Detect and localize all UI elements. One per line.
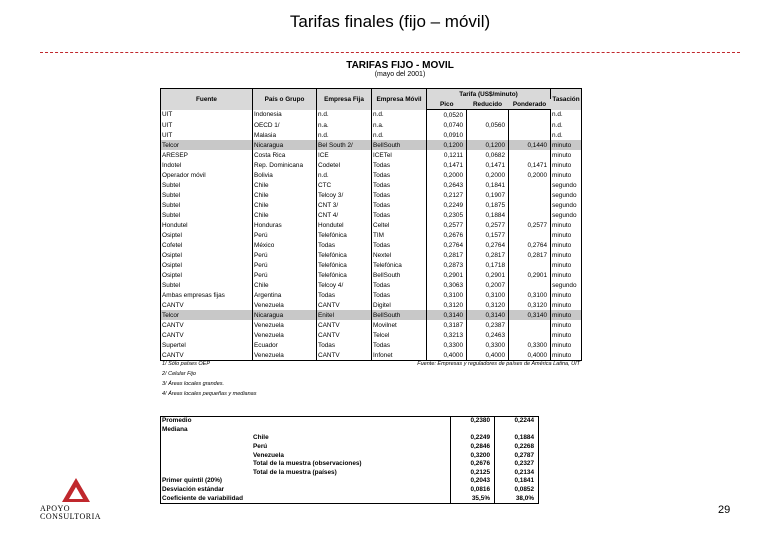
cell-pais: Argentina [253,290,317,300]
cell-empresa-movil: Todas [372,280,427,290]
cell-ponderado [509,200,551,210]
table-row [161,220,582,230]
cell-pico: 0,2127 [427,190,467,200]
cell-fuente: Subtel [161,180,253,190]
cell-pico: 0,2817 [427,250,467,260]
cell-empresa-movil: n.a. [372,120,427,130]
cell-ponderado: 0,3100 [509,290,551,300]
cell-pais: Chile [253,280,317,290]
cell-empresa-fija: Codetel [317,160,372,170]
summary-row [161,451,539,460]
cell-tasacion: n.d. [551,130,582,140]
cell-pais: Perú [253,260,317,270]
cell-fuente: CANTV [161,320,253,330]
summary-table-body [161,417,539,504]
cell-fuente: Osiptel [161,260,253,270]
cell-empresa-fija: Telefónica [317,230,372,240]
cell-empresa-movil: Telcel [372,330,427,340]
summary-pico: 0,0816 [451,486,495,495]
page-number: 29 [718,504,731,516]
cell-empresa-movil: n.d. [372,110,427,121]
cell-reducido: 0,4000 [467,350,509,361]
cell-reducido: 0,2817 [467,250,509,260]
cell-pico: 0,2873 [427,260,467,270]
summary-label: Perú [253,443,268,451]
cell-pico: 0,3120 [427,300,467,310]
cell-tasacion: segundo [551,210,582,220]
cell-empresa-movil: ICETel [372,150,427,160]
cell-ponderado [509,260,551,270]
cell-empresa-movil: Todas [372,170,427,180]
cell-pais: Perú [253,250,317,260]
cell-tasacion: segundo [551,190,582,200]
cell-pais: Venezuela [253,320,317,330]
table-row [161,180,582,190]
cell-reducido: 0,2000 [467,170,509,180]
header-fuente: Fuente [161,89,253,110]
cell-reducido: 0,3300 [467,340,509,350]
cell-ponderado: 0,3300 [509,340,551,350]
cell-pico: 0,2676 [427,230,467,240]
summary-reducido: 0,1841 [495,477,539,486]
title-divider [40,52,740,53]
cell-ponderado: 0,4000 [509,350,551,361]
summary-row [161,469,539,478]
header-tasacion: Tasación [551,89,582,110]
cell-reducido: 0,3140 [467,310,509,320]
header-reducido: Reducido [467,99,509,110]
cell-fuente: Osiptel [161,270,253,280]
cell-empresa-movil: Todas [372,290,427,300]
header-pico: Pico [427,99,467,110]
summary-table [160,416,539,504]
cell-reducido: 0,1200 [467,140,509,150]
cell-empresa-fija: Enitel [317,310,372,320]
summary-label: Primer quintil (20%) [162,477,223,485]
summary-row [161,434,539,443]
summary-row [161,494,539,503]
cell-reducido: 0,2007 [467,280,509,290]
table-row [161,190,582,200]
table-row [161,260,582,270]
cell-fuente: Subtel [161,200,253,210]
cell-empresa-fija: n.d. [317,170,372,180]
cell-empresa-movil: Todas [372,200,427,210]
cell-fuente: Cofetel [161,240,253,250]
apoyo-logo [40,478,120,524]
cell-ponderado [509,320,551,330]
cell-reducido: 0,2764 [467,240,509,250]
cell-reducido: 0,1884 [467,210,509,220]
cell-fuente: CANTV [161,350,253,361]
cell-pais: Venezuela [253,350,317,361]
cell-reducido: 0,2463 [467,330,509,340]
cell-empresa-fija: Telefónica [317,260,372,270]
cell-pico: 0,4000 [427,350,467,361]
table-row [161,340,582,350]
source-note: Fuente: Empresas y reguladores de países de América Latina, UIT [417,361,580,367]
summary-reducido: 0,2134 [495,469,539,478]
cell-tasacion: minuto [551,290,582,300]
cell-tasacion: minuto [551,150,582,160]
summary-pico: 0,3200 [451,451,495,460]
header-empresa-movil: Empresa Móvil [372,89,427,110]
summary-pico: 0,2043 [451,477,495,486]
summary-reducido: 0,1884 [495,434,539,443]
logo-line2: CONSULTORIA [40,512,102,521]
cell-fuente: Osiptel [161,230,253,240]
cell-reducido: 0,1841 [467,180,509,190]
cell-fuente: Supertel [161,340,253,350]
cell-tasacion: minuto [551,310,582,320]
table-row [161,240,582,250]
tariff-table [160,88,582,361]
cell-fuente: Subtel [161,190,253,200]
table-row [161,230,582,240]
cell-pais: Nicaragua [253,140,317,150]
summary-reducido: 38,0% [495,494,539,503]
cell-pais: Bolivia [253,170,317,180]
cell-empresa-fija: n.d. [317,130,372,140]
cell-fuente: Operador móvil [161,170,253,180]
summary-label: Desviación estándar [162,486,225,494]
cell-empresa-fija: n.d. [317,110,372,121]
table-row [161,210,582,220]
note-2: 2/ Celular Fijo [162,371,196,377]
header-empresa-fija: Empresa Fija [317,89,372,110]
cell-empresa-fija: Todas [317,340,372,350]
cell-tasacion: minuto [551,230,582,240]
note-4: 4/ Áreas locales pequeñas y medianas [162,391,257,397]
cell-pais: Costa Rica [253,150,317,160]
cell-pico: 0,2643 [427,180,467,190]
cell-tasacion: n.d. [551,120,582,130]
cell-ponderado: 0,3140 [509,310,551,320]
table-row [161,200,582,210]
cell-pico: 0,2000 [427,170,467,180]
cell-empresa-movil: Todas [372,160,427,170]
cell-empresa-movil: BellSouth [372,140,427,150]
cell-reducido: 0,1577 [467,230,509,240]
cell-empresa-fija: Telcoy 4/ [317,280,372,290]
table-row [161,110,582,121]
cell-pico: 0,1471 [427,160,467,170]
summary-reducido [495,426,539,435]
cell-empresa-fija: CANTV [317,330,372,340]
cell-fuente: Hondutel [161,220,253,230]
cell-pico: 0,3300 [427,340,467,350]
table-row [161,120,582,130]
cell-tasacion: minuto [551,170,582,180]
table-row [161,170,582,180]
cell-pais: Chile [253,180,317,190]
cell-empresa-fija: CANTV [317,350,372,361]
summary-reducido: 0,0852 [495,486,539,495]
summary-row [161,417,539,426]
cell-ponderado [509,110,551,121]
cell-pais: Perú [253,230,317,240]
cell-pais: Venezuela [253,300,317,310]
cell-empresa-movil: Telefónica [372,260,427,270]
cell-empresa-movil: Todas [372,340,427,350]
summary-pico: 0,2380 [451,417,495,426]
table-row [161,330,582,340]
table-date: (mayo del 2001) [374,71,426,78]
cell-empresa-fija: Telefónica [317,270,372,280]
cell-pais: Venezuela [253,330,317,340]
header-ponderado: Ponderado [509,99,551,110]
note-3: 3/ Áreas locales grandes. [162,381,225,387]
table-row [161,280,582,290]
summary-pico: 35,5% [451,494,495,503]
cell-ponderado: 0,2764 [509,240,551,250]
cell-empresa-movil: n.d. [372,130,427,140]
slide-title: Tarifas finales (fijo – móvil) [289,12,491,31]
cell-ponderado [509,120,551,130]
cell-ponderado: 0,2817 [509,250,551,260]
cell-empresa-movil: Todas [372,240,427,250]
cell-tasacion: minuto [551,350,582,361]
cell-tasacion: minuto [551,320,582,330]
cell-empresa-fija: CNT 3/ [317,200,372,210]
cell-empresa-movil: Todas [372,190,427,200]
header-pais: País o Grupo [253,89,317,110]
cell-pico: 0,2577 [427,220,467,230]
table-row [161,150,582,160]
cell-empresa-movil: TIM [372,230,427,240]
cell-empresa-movil: Celtel [372,220,427,230]
summary-label: Promedio [162,417,192,425]
cell-ponderado: 0,3120 [509,300,551,310]
cell-fuente: Ambas empresas fijas [161,290,253,300]
cell-tasacion: minuto [551,160,582,170]
cell-empresa-fija: Telcoy 3/ [317,190,372,200]
cell-ponderado [509,210,551,220]
cell-pico: 0,3100 [427,290,467,300]
cell-ponderado [509,180,551,190]
summary-label: Venezuela [253,451,284,459]
cell-pico: 0,2764 [427,240,467,250]
cell-empresa-fija: CTC [317,180,372,190]
cell-pico: 0,0520 [427,110,467,121]
cell-pais: México [253,240,317,250]
cell-pico: 0,3187 [427,320,467,330]
cell-pico: 0,2305 [427,210,467,220]
table-row [161,320,582,330]
cell-fuente: Osiptel [161,250,253,260]
summary-label: Total de la muestra (países) [253,468,337,476]
cell-fuente: CANTV [161,300,253,310]
cell-empresa-movil: BellSouth [372,310,427,320]
summary-row [161,460,539,469]
cell-pico: 0,2901 [427,270,467,280]
summary-label: Total de la muestra (observaciones) [253,460,362,468]
cell-reducido: 0,2577 [467,220,509,230]
logo-text [40,505,101,521]
cell-pais: Chile [253,200,317,210]
cell-pico: 0,1211 [427,150,467,160]
cell-empresa-movil: Todas [372,180,427,190]
cell-ponderado: 0,2000 [509,170,551,180]
cell-empresa-fija: ICE [317,150,372,160]
cell-empresa-movil: Infonet [372,350,427,361]
cell-empresa-fija: Bel South 2/ [317,140,372,150]
cell-empresa-fija: CANTV [317,300,372,310]
summary-row [161,477,539,486]
summary-pico: 0,2125 [451,469,495,478]
summary-reducido: 0,2268 [495,443,539,452]
cell-reducido: 0,3120 [467,300,509,310]
table-row [161,290,582,300]
cell-pico: 0,0910 [427,130,467,140]
summary-row [161,443,539,452]
cell-reducido: 0,0560 [467,120,509,130]
cell-reducido: 0,2387 [467,320,509,330]
table-row [161,300,582,310]
cell-empresa-movil: BellSouth [372,270,427,280]
cell-ponderado: 0,2901 [509,270,551,280]
cell-fuente: Indotel [161,160,253,170]
cell-tasacion: segundo [551,280,582,290]
summary-pico: 0,2676 [451,460,495,469]
summary-label: Chile [253,434,269,442]
cell-tasacion: segundo [551,180,582,190]
cell-reducido: 0,0682 [467,150,509,160]
summary-label: Coeficiente de variabilidad [162,494,243,502]
cell-pais: OECD 1/ [253,120,317,130]
cell-tasacion: minuto [551,240,582,250]
cell-pais: Chile [253,210,317,220]
table-row [161,250,582,260]
cell-pais: Chile [253,190,317,200]
cell-empresa-movil: Todas [372,210,427,220]
cell-fuente: Subtel [161,210,253,220]
summary-pico: 0,2846 [451,443,495,452]
table-title: TARIFAS FIJO - MOVIL [346,60,454,71]
cell-reducido: 0,1718 [467,260,509,270]
cell-pais: Honduras [253,220,317,230]
cell-fuente: UIT [161,130,253,140]
cell-fuente: Telcor [161,310,253,320]
cell-empresa-movil: Movilnet [372,320,427,330]
cell-pais: Nicaragua [253,310,317,320]
cell-pico: 0,3213 [427,330,467,340]
cell-empresa-fija: Todas [317,240,372,250]
cell-pico: 0,3140 [427,310,467,320]
cell-tasacion: n.d. [551,110,582,121]
cell-pais: Indonesia [253,110,317,121]
cell-fuente: Telcor [161,140,253,150]
cell-fuente: Subtel [161,280,253,290]
table-row [161,160,582,170]
header-tarifa: Tarifa (US$/minuto) [427,89,551,100]
table-row [161,130,582,140]
cell-reducido: 0,3100 [467,290,509,300]
cell-pais: Rep. Dominicana [253,160,317,170]
cell-pico: 0,2249 [427,200,467,210]
cell-tasacion: minuto [551,140,582,150]
cell-tasacion: minuto [551,250,582,260]
cell-fuente: UIT [161,110,253,121]
tariff-table-body [161,110,582,361]
cell-pico: 0,0740 [427,120,467,130]
cell-ponderado [509,150,551,160]
table-row [161,350,582,361]
table-row [161,140,582,150]
cell-tasacion: segundo [551,200,582,210]
note-1: 1/ Sólo países OEP [162,361,210,367]
cell-reducido [467,130,509,140]
cell-pico: 0,3063 [427,280,467,290]
cell-ponderado [509,230,551,240]
cell-ponderado [509,190,551,200]
cell-ponderado [509,330,551,340]
cell-empresa-fija: Todas [317,290,372,300]
cell-pais: Perú [253,270,317,280]
cell-reducido [467,110,509,121]
summary-pico [451,426,495,435]
cell-reducido: 0,1875 [467,200,509,210]
cell-ponderado: 0,2577 [509,220,551,230]
summary-pico: 0,2249 [451,434,495,443]
table-row [161,270,582,280]
cell-tasacion: minuto [551,260,582,270]
cell-ponderado [509,130,551,140]
cell-pais: Ecuador [253,340,317,350]
summary-reducido: 0,2244 [495,417,539,426]
cell-empresa-movil: Nextel [372,250,427,260]
summary-reducido: 0,2327 [495,460,539,469]
cell-fuente: CANTV [161,330,253,340]
summary-label: Mediana [162,425,188,433]
cell-pais: Malasia [253,130,317,140]
cell-tasacion: minuto [551,220,582,230]
cell-reducido: 0,2901 [467,270,509,280]
summary-row [161,426,539,435]
cell-tasacion: minuto [551,270,582,280]
summary-row [161,486,539,495]
cell-ponderado: 0,1440 [509,140,551,150]
cell-empresa-movil: Digitel [372,300,427,310]
summary-reducido: 0,2787 [495,451,539,460]
logo-triangle-inner [69,487,83,499]
cell-empresa-fija: Telefónica [317,250,372,260]
logo-line1: APOYO [40,504,71,513]
cell-fuente: UIT [161,120,253,130]
cell-reducido: 0,1907 [467,190,509,200]
cell-tasacion: minuto [551,300,582,310]
cell-empresa-fija: CANTV [317,320,372,330]
cell-reducido: 0,1471 [467,160,509,170]
cell-empresa-fija: n.a. [317,120,372,130]
cell-ponderado [509,280,551,290]
cell-ponderado: 0,1471 [509,160,551,170]
cell-empresa-fija: CNT 4/ [317,210,372,220]
table-row [161,310,582,320]
cell-pico: 0,1200 [427,140,467,150]
cell-tasacion: minuto [551,340,582,350]
cell-fuente: ARESEP [161,150,253,160]
cell-tasacion: minuto [551,330,582,340]
cell-empresa-fija: Hondutel [317,220,372,230]
